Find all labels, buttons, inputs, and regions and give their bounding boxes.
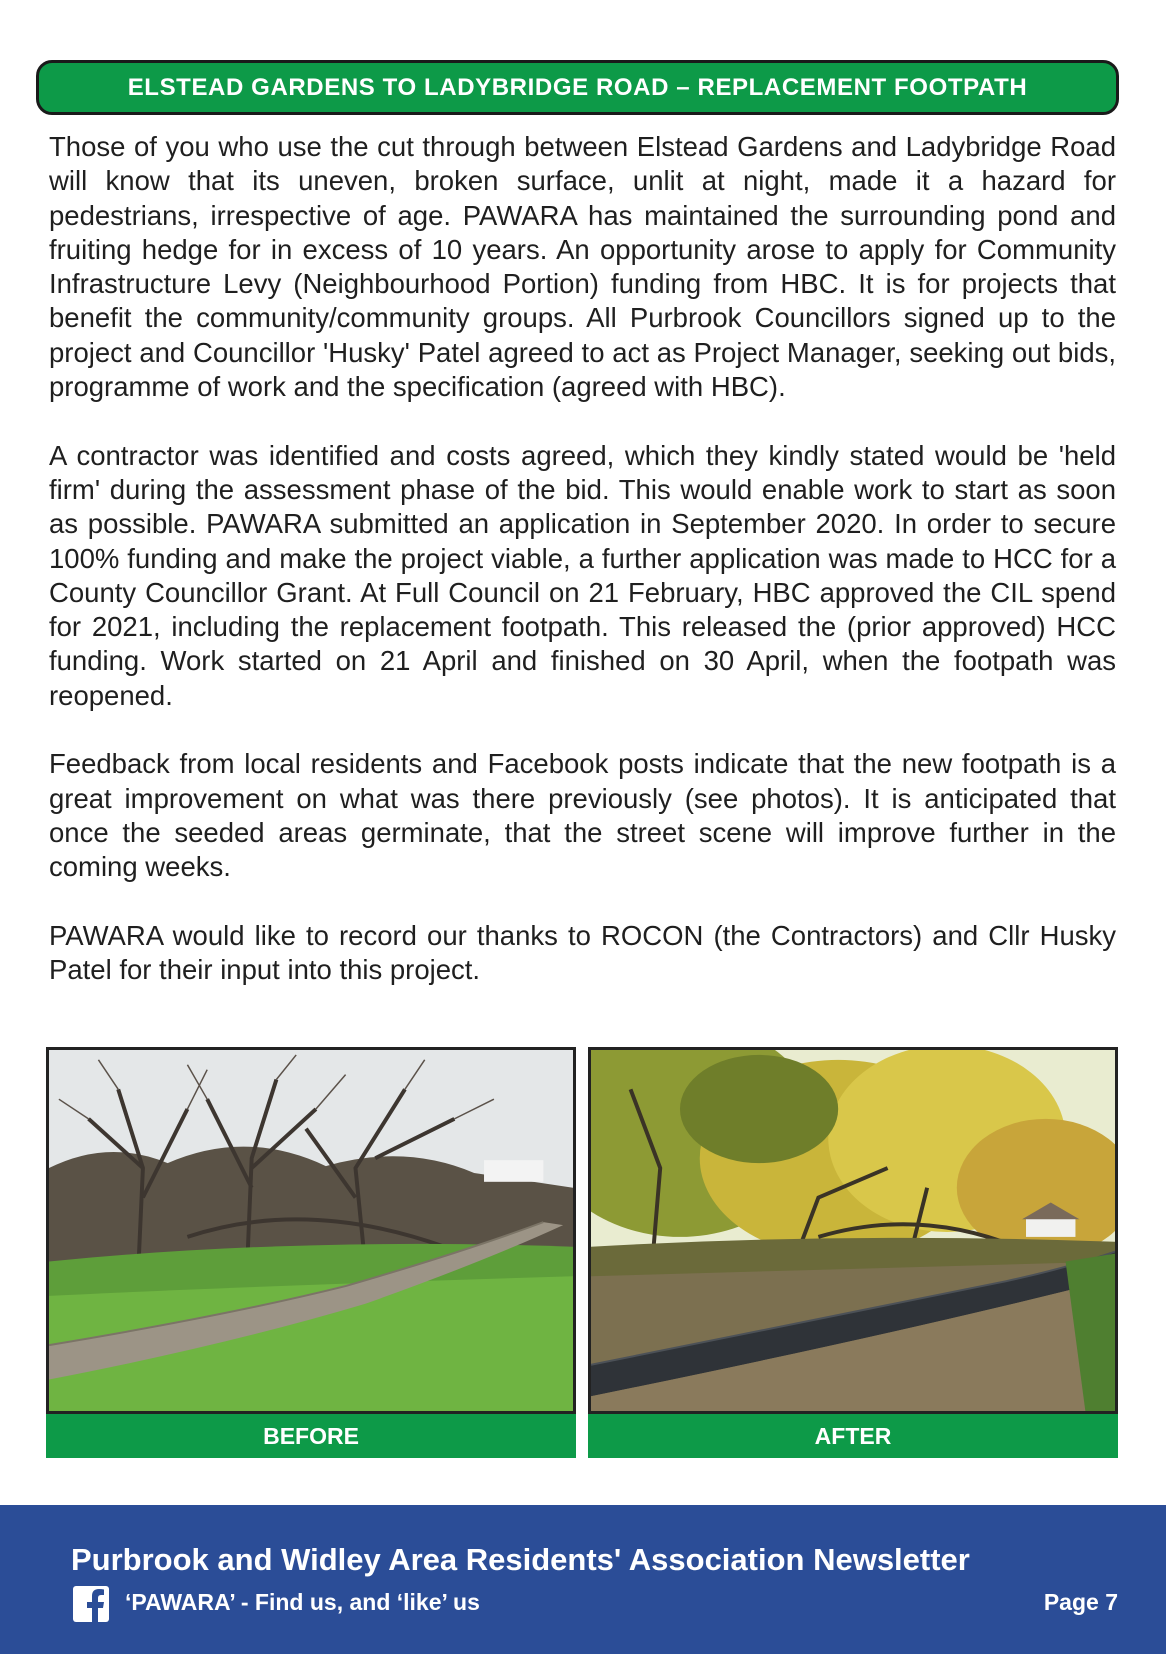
article-paragraph-2: A contractor was identified and costs agreed, which they kindly stated would be 'held firm' during the assessment phase of the bid. This would enable work to start as soon as possible. PAWARA submitted an application in September 2020. In order to secure 100% funding and make the project viable, a further application was made to HCC for a County Councillor Grant. At Full Council on 21 February, HBC approved the CIL spend for 2021, including the replacement footpath. This released the (prior approved) HCC funding. Work started on 21 April and finished on 30 April, when the footpath was reopened.: [49, 439, 1116, 711]
newsletter-title: Purbrook and Widley Area Residents' Association Newsletter: [71, 1542, 970, 1577]
facebook-tagline: ‘PAWARA’ - Find us, and ‘like’ us: [125, 1589, 480, 1615]
after-caption-label: AFTER: [814, 1422, 892, 1449]
facebook-icon[interactable]: [73, 1586, 109, 1622]
before-caption-label: BEFORE: [263, 1422, 359, 1449]
article-paragraph-4: PAWARA would like to record our thanks to ROCON (the Contractors) and Cllr Husky Patel for their input into this project.: [49, 919, 1116, 986]
footer: [0, 1505, 1166, 1654]
article-body: [49, 130, 1116, 1022]
after-caption: [588, 1414, 1118, 1458]
before-photo: [46, 1047, 576, 1414]
article-paragraph-1: Those of you who use the cut through between Elstead Gardens and Ladybridge Road will know that its uneven, broken surface, unlit at night, made it a hazard for pedestrians, irrespective of age. PAWARA has maintained the surrounding pond and fruiting hedge for in excess of 10 years. An opportunity arose to apply for Community Infrastructure Levy (Neighbourhood Portion) funding from HBC. It is for projects that benefit the community/community groups. All Purbrook Councillors signed up to the project and Councillor 'Husky' Patel agreed to act as Project Manager, seeking out bids, programme of work and the specification (agreed with HBC).: [49, 131, 1116, 403]
before-caption: [46, 1414, 576, 1458]
section-title-banner: [36, 60, 1119, 115]
after-photo: [588, 1047, 1118, 1414]
page-number: Page 7: [1043, 1589, 1118, 1615]
article-paragraph-3: Feedback from local residents and Facebook posts indicate that the new footpath is a great improvement on what was there previously (see photos). It is anticipated that once the seeded areas germinate, that the street scene will improve further in the coming weeks.: [49, 748, 1116, 883]
section-title: ELSTEAD GARDENS TO LADYBRIDGE ROAD – REPLACEMENT FOOTPATH: [127, 73, 1028, 101]
